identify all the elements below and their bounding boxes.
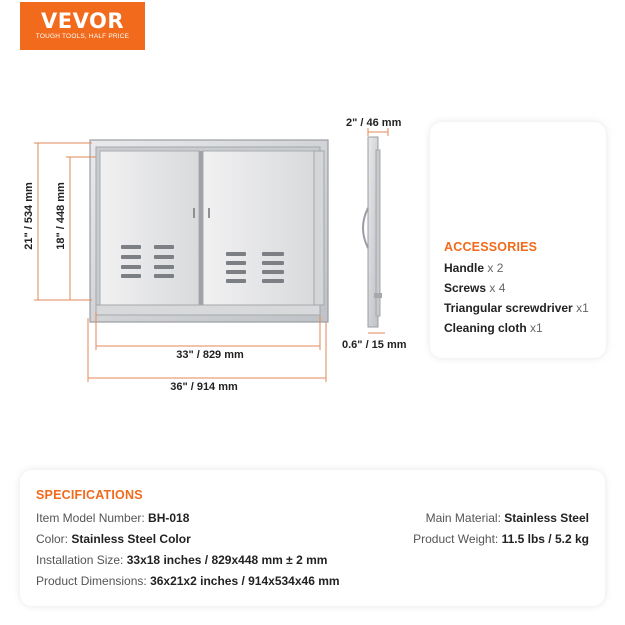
accessory-cleaning-cloth <box>444 321 543 335</box>
height-inner-label: 18" / 448 mm <box>55 182 67 250</box>
spec-installation-size <box>36 553 327 567</box>
accessories-card <box>430 122 606 358</box>
accessories-title: ACCESSORIES <box>444 240 538 254</box>
accessory-name: Cleaning cloth <box>444 321 527 335</box>
accessory-screwdriver <box>444 301 589 315</box>
spec-product-dimensions <box>36 574 340 588</box>
spec-main-material <box>426 511 589 525</box>
accessory-qty: x1 <box>576 301 589 315</box>
spec-label: Product Weight: <box>413 532 499 546</box>
accessory-name: Triangular screwdriver <box>444 301 573 315</box>
accessory-qty: x 2 <box>487 261 504 275</box>
spec-label: Color: <box>36 532 69 546</box>
logo-brand: VEVOR <box>40 9 124 33</box>
width-outer-label: 36" / 914 mm <box>170 381 238 393</box>
spec-value: BH-018 <box>148 511 190 525</box>
width-inner-label: 33" / 829 mm <box>176 349 244 361</box>
depth-label: 2" / 46 mm <box>346 117 402 129</box>
spec-value: Stainless Steel Color <box>71 532 191 546</box>
spec-model-number <box>36 511 189 525</box>
thickness-label: 0.6" / 15 mm <box>342 339 407 351</box>
accessory-qty: x 4 <box>489 281 506 295</box>
logo-tagline: TOUGH TOOLS, HALF PRICE <box>35 33 130 40</box>
spec-value: Stainless Steel <box>504 511 589 525</box>
door-front-view <box>90 140 328 322</box>
door-side-view <box>363 137 382 327</box>
specifications-title: SPECIFICATIONS <box>36 488 143 502</box>
height-outer-label: 21" / 534 mm <box>23 182 35 250</box>
accessory-name: Handle <box>444 261 485 275</box>
spec-label: Installation Size: <box>36 553 124 567</box>
spec-label: Item Model Number: <box>36 511 145 525</box>
spec-product-weight <box>413 532 589 546</box>
spec-value: 33x18 inches / 829x448 mm ± 2 mm <box>126 553 328 567</box>
accessory-name: Screws <box>444 281 487 295</box>
spec-value: 11.5 lbs / 5.2 kg <box>501 532 589 546</box>
accessory-handle <box>444 261 503 275</box>
spec-label: Main Material: <box>425 511 501 525</box>
spec-label: Product Dimensions: <box>36 574 147 588</box>
spec-color <box>36 532 191 546</box>
accessory-qty: x1 <box>530 321 543 335</box>
accessory-screws <box>444 281 505 295</box>
specifications-card <box>20 470 605 606</box>
spec-value: 36x21x2 inches / 914x534x46 mm <box>150 574 340 588</box>
